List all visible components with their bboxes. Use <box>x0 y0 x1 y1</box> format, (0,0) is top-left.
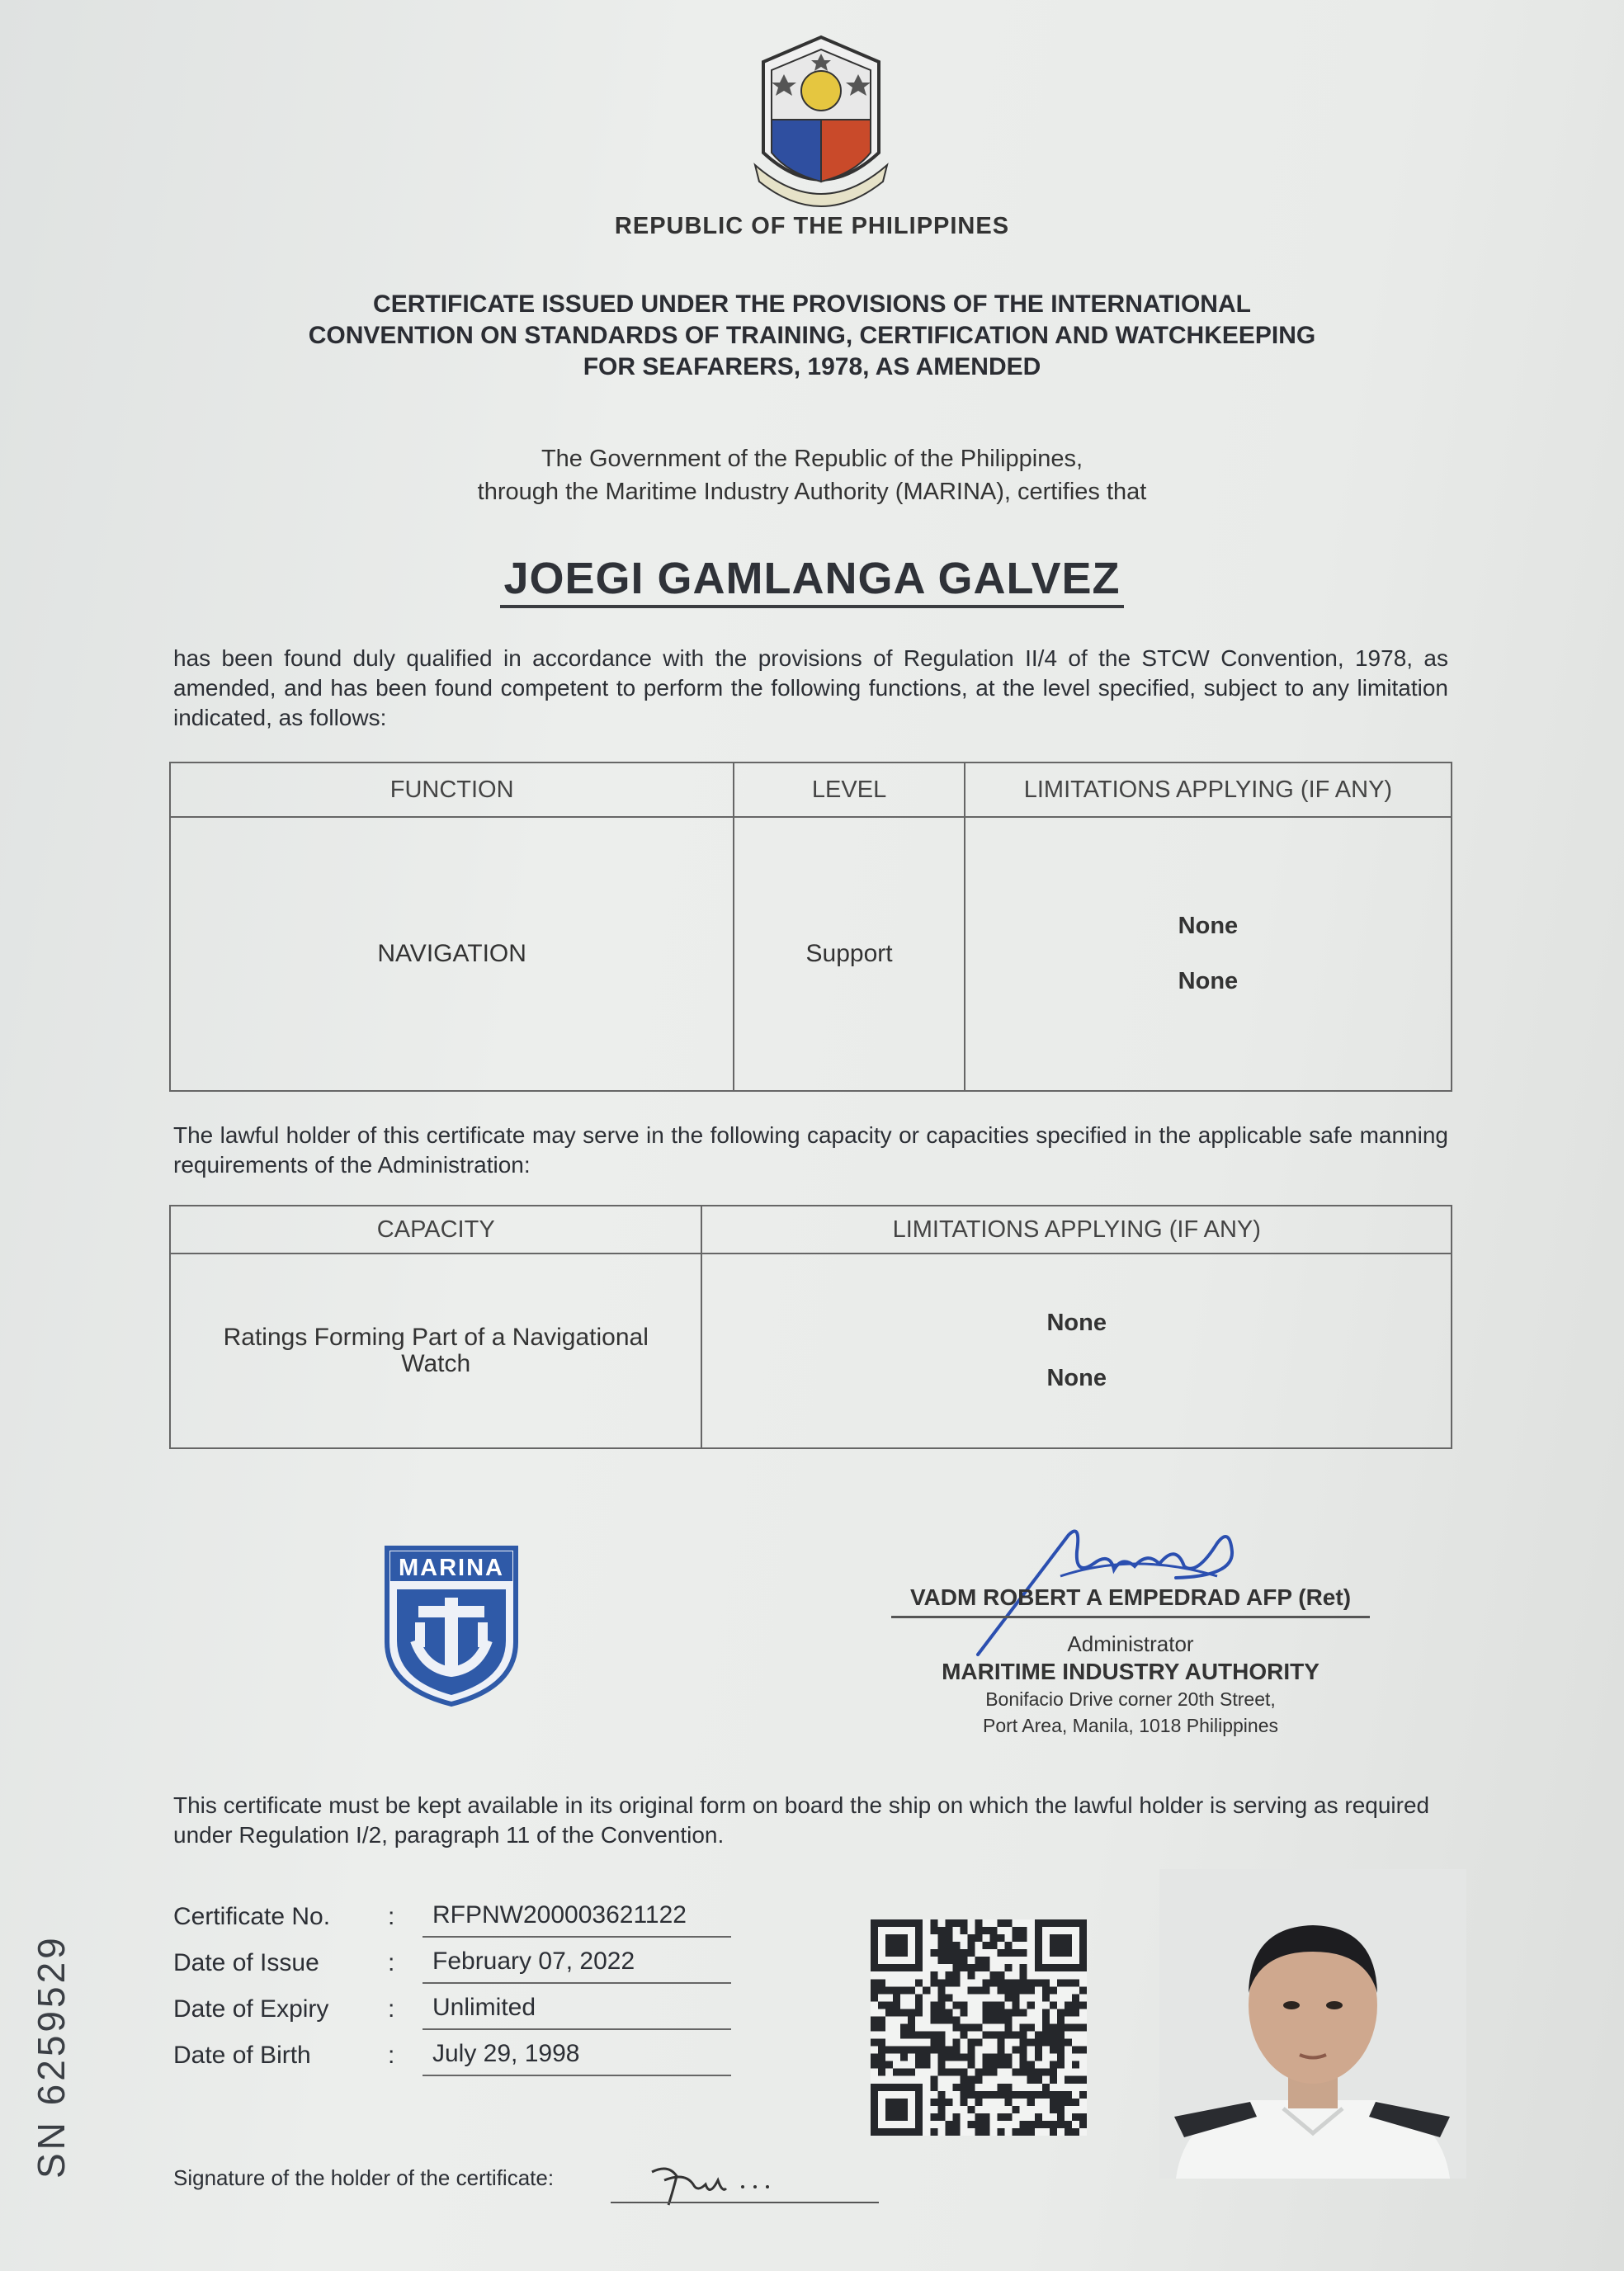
detail-separator: : <box>388 1949 395 1976</box>
signatory-title: Administrator <box>1067 1631 1194 1656</box>
capacity-text: The lawful holder of this certificate may serve in the following capacity or capacities specified in the applicable safe manning requirements of the Administration: <box>173 1122 1448 1178</box>
date-of-birth-value: July 29, 1998 <box>423 2040 731 2076</box>
qr-code-icon[interactable] <box>871 1919 1087 2136</box>
detail-separator: : <box>388 1903 395 1930</box>
signatory-address-line: Bonifacio Drive corner 20th Street, <box>985 1688 1276 1710</box>
date-of-issue-value: February 07, 2022 <box>423 1948 731 1984</box>
government-statement <box>248 442 1376 508</box>
qualification-text: has been found duly qualified in accordance with the provisions of Regulation II/4 of the STCW Convention, 1978, as amended, and has been found competent to perform the following functions, at the level specified, subject to any limitation indicated, as follows: <box>173 645 1448 730</box>
table-row <box>170 817 1452 1091</box>
holder-signature-label: Signature of the holder of the certificate: <box>173 2165 555 2190</box>
detail-separator: : <box>388 2042 395 2069</box>
detail-label: Date of Birth <box>173 2042 311 2069</box>
holder-name <box>0 553 1624 604</box>
table-header-row <box>170 1206 1452 1254</box>
holder-signature-line <box>611 2202 879 2203</box>
limitation-value: None <box>1046 1365 1107 1391</box>
government-line: The Government of the Republic of the Philippines, <box>541 446 1083 472</box>
serial-number: SN 6259529 <box>30 1934 73 2179</box>
level-cell: Support <box>734 817 965 1091</box>
limitations-cell <box>701 1254 1452 1448</box>
heading-line: FOR SEAFARERS, 1978, AS AMENDED <box>583 353 1041 380</box>
column-header-level: LEVEL <box>734 763 965 817</box>
certificate-number-value: RFPNW200003621122 <box>423 1901 731 1938</box>
limitation-value: None <box>1178 913 1239 939</box>
signatory-name: VADM ROBERT A EMPEDRAD AFP (Ret) <box>891 1584 1370 1618</box>
table-row <box>170 1254 1452 1448</box>
column-header-function: FUNCTION <box>170 763 734 817</box>
limitation-value: None <box>1178 968 1239 994</box>
column-header-limitations: LIMITATIONS APPLYING (IF ANY) <box>701 1206 1452 1254</box>
column-header-capacity: CAPACITY <box>170 1206 701 1254</box>
onboard-notice: This certificate must be kept available in its original form on board the ship on which the lawful holder is serving as required under Regulation I/2, paragraph 11 of the Convention. <box>173 1792 1430 1848</box>
holder-signature-icon <box>644 2155 800 2213</box>
date-of-expiry-value: Unlimited <box>423 1994 731 2030</box>
signatory-authority: MARITIME INDUSTRY AUTHORITY <box>942 1659 1320 1684</box>
column-header-limitations: LIMITATIONS APPLYING (IF ANY) <box>965 763 1452 817</box>
country-title: REPUBLIC OF THE PHILIPPINES <box>614 213 1010 239</box>
functions-table <box>169 762 1452 1092</box>
limitations-cell <box>965 817 1452 1091</box>
heading-line: CONVENTION ON STANDARDS OF TRAINING, CERTIFICATION AND WATCHKEEPING <box>308 322 1316 349</box>
detail-label: Date of Issue <box>173 1949 319 1976</box>
heading-line: CERTIFICATE ISSUED UNDER THE PROVISIONS OF THE INTERNATIONAL <box>373 290 1251 318</box>
signatory-address-line: Port Area, Manila, 1018 Philippines <box>983 1715 1278 1736</box>
certificate-heading <box>206 289 1418 383</box>
marina-logo-icon <box>382 1543 521 1708</box>
philippine-seal-icon <box>739 29 904 210</box>
detail-label: Date of Expiry <box>173 1995 329 2023</box>
marina-logo-text: MARINA <box>399 1555 504 1581</box>
signatory-block <box>891 1630 1370 1739</box>
limitation-value: None <box>1046 1310 1107 1336</box>
government-line: through the Maritime Industry Authority (MARINA), certifies that <box>477 479 1147 505</box>
detail-label: Certificate No. <box>173 1903 331 1930</box>
function-cell: NAVIGATION <box>170 817 734 1091</box>
table-header-row <box>170 763 1452 817</box>
holder-name-text: JOEGI GAMLANGA GALVEZ <box>500 554 1123 608</box>
holder-photo <box>1159 1869 1466 2179</box>
capacity-table <box>169 1205 1452 1449</box>
capacity-cell: Ratings Forming Part of a Navigational Watch <box>170 1254 701 1448</box>
detail-separator: : <box>388 1995 395 2023</box>
